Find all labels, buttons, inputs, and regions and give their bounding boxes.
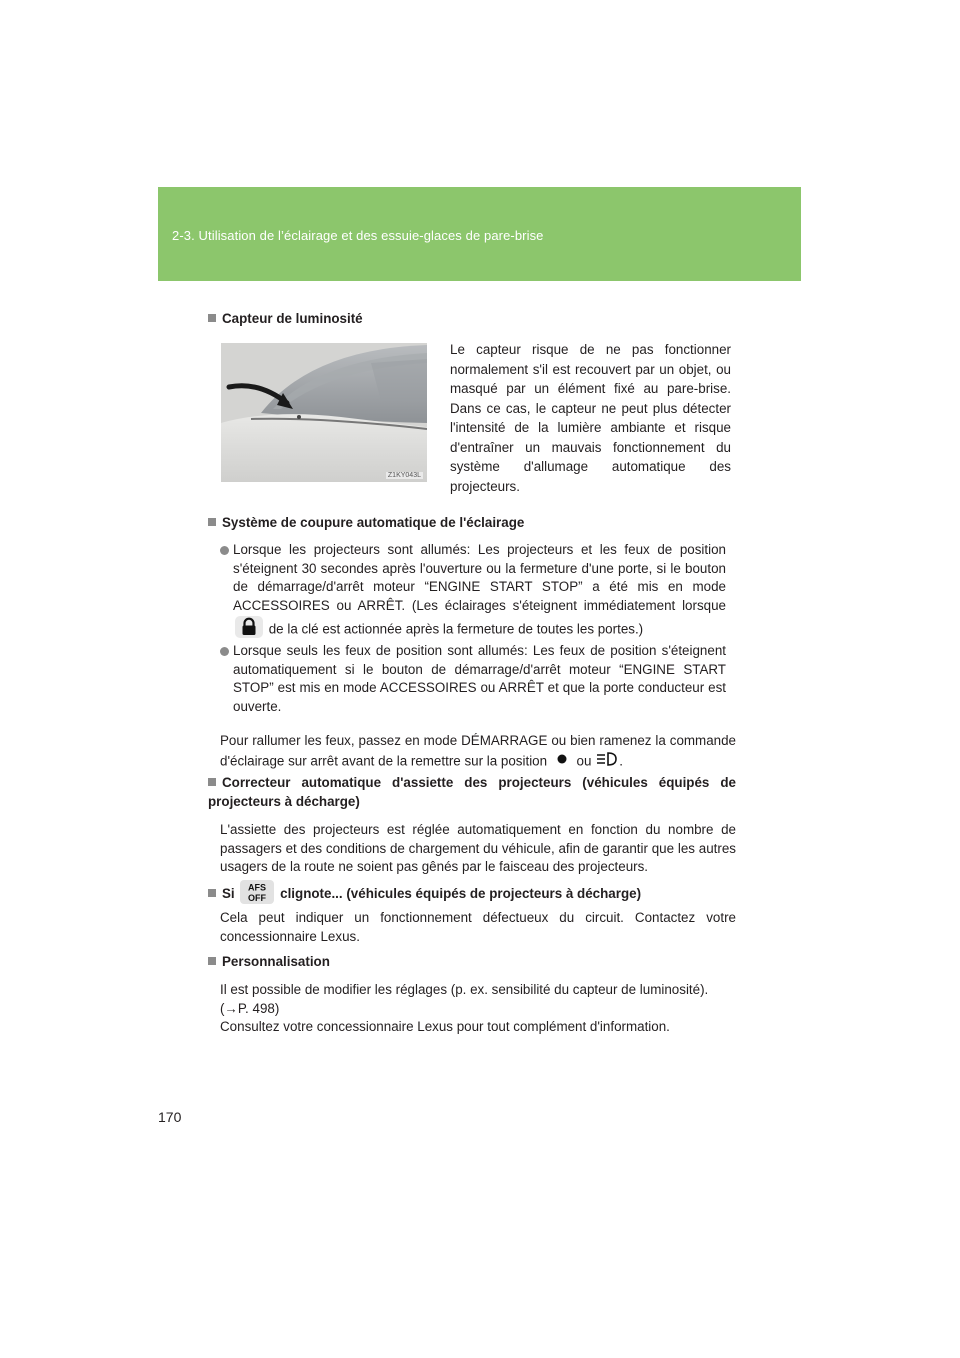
windshield-sensor-photo (221, 343, 427, 482)
page-reference-link[interactable]: (→P. 498) (220, 1000, 280, 1016)
photo-code: Z1KY043L (387, 472, 421, 479)
afs-off-indicator-icon (240, 880, 274, 904)
list-item: Lorsque seuls les feux de position sont allumés: Les feux de position s'éteignent automatiquement si le bouton de démarrage/d'arrêt moteur “ENGINE START STOP” est mis en mode ACCESSOIRES ou ARRÊT et que la porte conducteur est ouverte. (220, 642, 726, 717)
afs-description: Cela peut indiquer un fonctionnement défectueux du circuit. Contactez votre concessionnaire Lexus. (220, 910, 736, 944)
page-number: 170 (158, 1109, 182, 1125)
square-bullet-icon (208, 518, 216, 526)
afs-icon-line2: OFF (248, 893, 267, 903)
square-bullet-icon (208, 889, 216, 897)
personnalisation-text: Il est possible de modifier les réglages (p. ex. sensibilité du capteur de luminosité). (→P. 498) Consultez votre concessionnaire Lexus pour tout complément d'information. (220, 981, 736, 1037)
chapter-header (158, 187, 801, 281)
lock-icon (233, 616, 265, 644)
square-bullet-icon (208, 314, 216, 322)
section-heading-personnalisation: Personnalisation (208, 953, 736, 972)
section-heading-coupure: Système de coupure automatique de l'éclairage (208, 514, 736, 533)
position-lamp-icon (551, 752, 573, 772)
square-bullet-icon (208, 778, 216, 786)
relight-instructions: Pour rallumer les feux, passez en mode DÉMARRAGE ou bien ramenez la commande d'éclairage sur arrêt avant de la remettre sur la position ou . (220, 732, 736, 772)
afs-icon-line1: AFS (248, 882, 267, 893)
round-bullet-icon (220, 546, 229, 555)
list-item: Lorsque les projecteurs sont allumés: Les projecteurs et les feux de position s'éteignent 30 secondes après l'ouverture ou la fermeture d'une porte, si le bouton de démarrage/d'arrêt moteur “ENGINE START STOP” a été mis en mode ACCESSOIRES ou ARRÊT. (Les éclairages s'éteignent immédiatement lorsque de la clé est actionnée après la fermeture de toutes les portes.) (220, 541, 726, 644)
square-bullet-icon (208, 957, 216, 965)
correcteur-description: L'assiette des projecteurs est réglée automatiquement en fonction du nombre de passagers et des conditions de chargement du véhicule, afin de garantir que les autres usagers de la route ne soient pas gênés par le faisceau des projecteurs. (220, 822, 736, 875)
section-heading-luminosite: Capteur de luminosité (208, 310, 736, 329)
section-heading-afs: Si AFS OFF clignote... (véhicules équipés de projecteurs à décharge) (208, 880, 736, 904)
headlight-icon (595, 751, 619, 773)
car-windshield-illustration (221, 343, 427, 482)
section-heading-correcteur: Correcteur automatique d'assiette des projecteurs (véhicules équipés de projecteurs à décharge) (208, 775, 736, 809)
round-bullet-icon (220, 647, 229, 656)
chapter-title: 2-3. Utilisation de l’éclairage et des essuie-glaces de pare-brise (172, 228, 544, 243)
sensor-description: Le capteur risque de ne pas fonctionner normalement s'il est recouvert par un objet, ou masqué par un élément fixé au pare-brise. Dans ce cas, le capteur ne peut plus détecter l'intensité de la lumière ambiante et risque d'entraîner un mauvais fonctionnement du système d'allumage automatique des projecteurs. (450, 342, 731, 494)
